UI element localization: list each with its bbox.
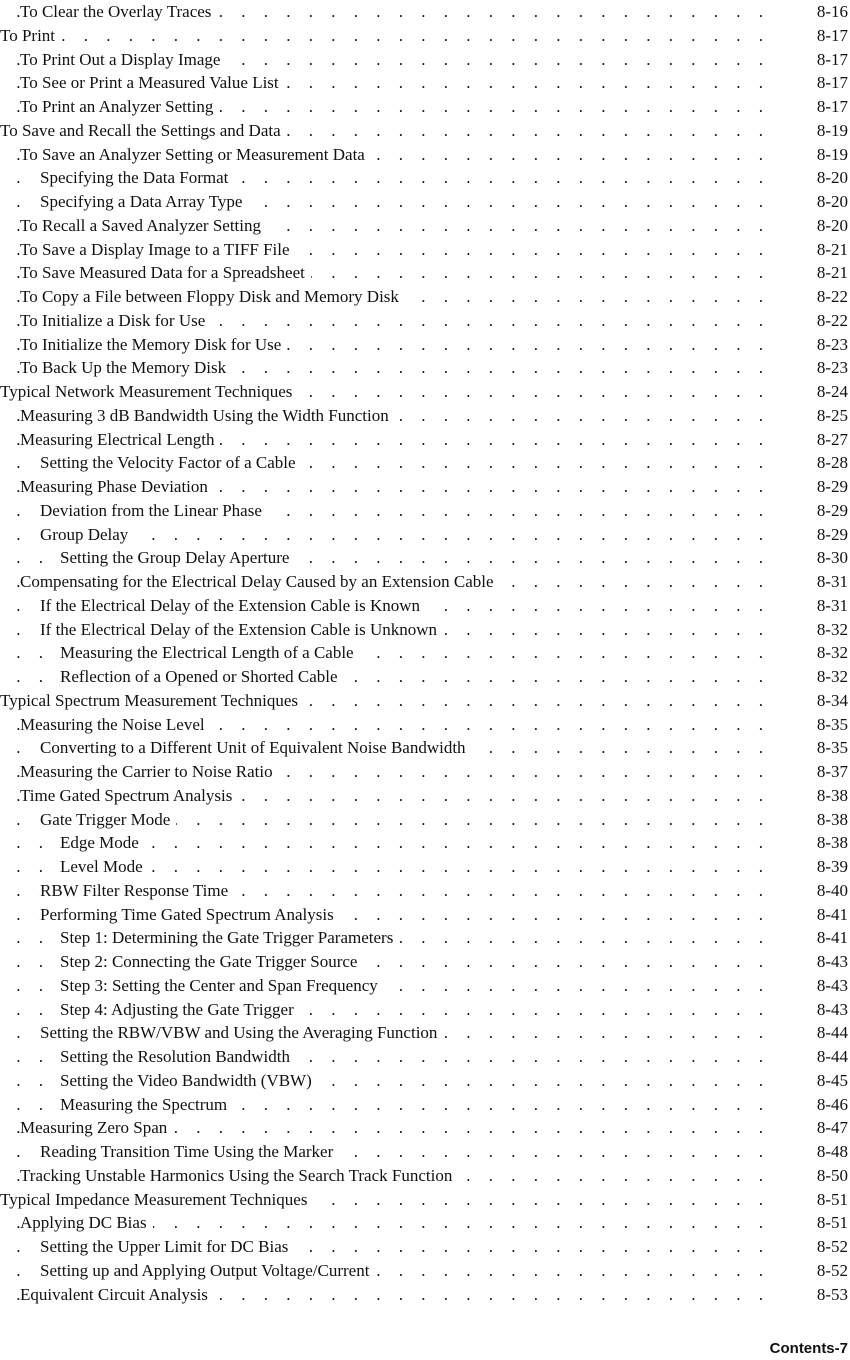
toc-entry[interactable] [0,713,850,737]
toc-entry-title: Reading Transition Time Using the Marker [40,1142,339,1161]
toc-entry-title: To Print [0,26,61,45]
toc-entry-title: To Print an Analyzer Setting [20,97,219,116]
toc-entry-page: 8-35 [790,713,848,737]
toc-entry[interactable] [0,48,850,72]
toc-entry-title: To Print Out a Display Image [20,50,226,69]
toc-entry-title: Edge Mode [60,833,145,852]
toc-entry-title: To Save a Display Image to a TIFF File [20,240,296,259]
toc-entry-title: To Back Up the Memory Disk [20,358,232,377]
toc-entry[interactable] [0,570,850,594]
toc-entry-title: To Save an Analyzer Setting or Measurement Data [20,145,371,164]
toc-entry-title: Level Mode [60,857,149,876]
toc-entry-title: Measuring the Carrier to Noise Ratio [20,762,279,781]
toc-entry[interactable] [0,119,850,143]
toc-entry[interactable] [0,618,850,642]
toc-entry[interactable] [0,1045,850,1069]
toc-entry-page: 8-32 [790,641,848,665]
toc-entry-page: 8-45 [790,1069,848,1093]
toc-entry-title: Step 4: Adjusting the Gate Trigger [60,1000,300,1019]
toc-entry-page: 8-34 [790,689,848,713]
toc-entry-page: 8-41 [790,926,848,950]
toc-entry-page: 8-32 [790,618,848,642]
toc-entry-page: 8-20 [790,166,848,190]
toc-entry[interactable] [0,475,850,499]
toc-entry-page: 8-20 [790,214,848,238]
toc-entry[interactable] [0,926,850,950]
toc-entry-page: 8-51 [790,1188,848,1212]
toc-entry-title: Group Delay [40,525,134,544]
toc-entry-title: Setting the RBW/VBW and Using the Averaging Function [40,1023,443,1042]
toc-entry[interactable] [0,950,850,974]
toc-entry-page: 8-44 [790,1021,848,1045]
toc-entry-page: 8-38 [790,784,848,808]
toc-entry-page: 8-43 [790,974,848,998]
toc-entry-page: 8-52 [790,1259,848,1283]
toc-entry-title: Typical Impedance Measurement Techniques [0,1190,313,1209]
toc-entry-title: Measuring Phase Deviation [20,477,214,496]
toc-entry-title: Specifying the Data Format [40,168,234,187]
toc-entry-page: 8-43 [790,998,848,1022]
toc-entry-page: 8-17 [790,95,848,119]
toc-entry[interactable] [0,736,850,760]
toc-entry-page: 8-41 [790,903,848,927]
dot-leader [0,24,770,48]
toc-entry-page: 8-17 [790,48,848,72]
toc-entry[interactable] [0,903,850,927]
toc-entry-page: 8-24 [790,380,848,404]
toc-entry-page: 8-22 [790,309,848,333]
toc-entry-title: Setting the Group Delay Aperture [60,548,295,567]
toc-entry-title: Typical Network Measurement Techniques [0,382,298,401]
toc-entry-page: 8-17 [790,24,848,48]
toc-entry[interactable] [0,523,850,547]
toc-entry[interactable] [0,309,850,333]
toc-entry[interactable] [0,1140,850,1164]
toc-entry-page: 8-25 [790,404,848,428]
toc-entry[interactable] [0,1211,850,1235]
toc-entry-title: Typical Spectrum Measurement Techniques [0,691,304,710]
toc-entry[interactable] [0,499,850,523]
toc-entry[interactable] [0,784,850,808]
toc-entry-page: 8-52 [790,1235,848,1259]
toc-entry[interactable] [0,1259,850,1283]
toc-entry-title: To Save Measured Data for a Spreadsheet [20,263,311,282]
toc-entry-title: Applying DC Bias [20,1213,153,1232]
toc-entry-title: To Clear the Overlay Traces [20,2,217,21]
toc-entry-title: Measuring the Spectrum [60,1095,233,1114]
toc-entry[interactable] [0,0,850,24]
toc-entry-page: 8-31 [790,570,848,594]
toc-entry-title: Gate Trigger Mode [40,810,176,829]
toc-entry[interactable] [0,428,850,452]
toc-entry-title: Measuring the Electrical Length of a Cable [60,643,360,662]
toc-entry-page: 8-28 [790,451,848,475]
toc-entry[interactable] [0,261,850,285]
toc-entry-page: 8-37 [790,760,848,784]
toc-entry-page: 8-48 [790,1140,848,1164]
toc-entry-page: 8-29 [790,499,848,523]
toc-entry-title: Tracking Unstable Harmonics Using the Search Track Function [20,1166,458,1185]
toc-entry[interactable] [0,760,850,784]
toc-entry[interactable] [0,1069,850,1093]
toc-entry[interactable] [0,285,850,309]
toc-entry-page: 8-53 [790,1283,848,1307]
toc-entry[interactable] [0,665,850,689]
toc-entry[interactable] [0,451,850,475]
toc-entry-title: To See or Print a Measured Value List [20,73,285,92]
toc-entry-page: 8-17 [790,71,848,95]
toc-entry[interactable] [0,689,850,713]
toc-entry-page: 8-29 [790,475,848,499]
toc-entry-page: 8-46 [790,1093,848,1117]
toc-entry-page: 8-29 [790,523,848,547]
toc-entry[interactable] [0,1188,850,1212]
toc-entry-title: Performing Time Gated Spectrum Analysis [40,905,340,924]
toc-entry-page: 8-16 [790,0,848,24]
toc-entry[interactable] [0,214,850,238]
toc-entry[interactable] [0,1235,850,1259]
toc-entry-title: Specifying a Data Array Type [40,192,248,211]
toc-entry-title: Setting the Resolution Bandwidth [60,1047,296,1066]
toc-entry[interactable] [0,546,850,570]
toc-entry[interactable] [0,71,850,95]
toc-entry[interactable] [0,594,850,618]
toc-entry-page: 8-27 [790,428,848,452]
toc-entry-title: Converting to a Different Unit of Equivalent Noise Bandwidth [40,738,472,757]
toc-entry-title: Measuring Zero Span [20,1118,173,1137]
toc-entry[interactable] [0,831,850,855]
toc-entry[interactable] [0,879,850,903]
toc-entry-page: 8-51 [790,1211,848,1235]
toc-entry-page: 8-44 [790,1045,848,1069]
toc-entry[interactable] [0,404,850,428]
toc-entry[interactable] [0,190,850,214]
toc-entry-page: 8-23 [790,333,848,357]
toc-entry-title: Step 2: Connecting the Gate Trigger Source [60,952,363,971]
toc-entry-title: Setting the Velocity Factor of a Cable [40,453,302,472]
toc-entry-title: To Initialize a Disk for Use [20,311,211,330]
toc-entry-title: Compensating for the Electrical Delay Caused by an Extension Cable [20,572,500,591]
toc-entry-title: Measuring 3 dB Bandwidth Using the Width Function [20,406,395,425]
toc-entry-page: 8-21 [790,238,848,262]
toc-entry[interactable] [0,998,850,1022]
toc-entry-title: To Initialize the Memory Disk for Use [20,335,287,354]
toc-entry-title: To Copy a File between Floppy Disk and Memory Disk [20,287,405,306]
toc-entry-title: Setting the Video Bandwidth (VBW) [60,1071,318,1090]
toc-entry-title: Step 3: Setting the Center and Span Frequency [60,976,384,995]
toc-entry-title: Step 1: Determining the Gate Trigger Parameters [60,928,399,947]
toc-entry-title: Time Gated Spectrum Analysis [20,786,238,805]
toc-entry[interactable] [0,24,850,48]
page-footer-label: Contents-7 [769,1340,848,1357]
toc-entry[interactable] [0,855,850,879]
toc-entry[interactable] [0,380,850,404]
toc-entry-title: Equivalent Circuit Analysis [20,1285,214,1304]
toc-entry-page: 8-20 [790,190,848,214]
toc-entry[interactable] [0,641,850,665]
toc-entry-title: Measuring the Noise Level [20,715,211,734]
toc-entry-page: 8-38 [790,831,848,855]
toc-entry-page: 8-23 [790,356,848,380]
toc-entry[interactable] [0,166,850,190]
toc-entry-page: 8-43 [790,950,848,974]
toc-entry[interactable] [0,1164,850,1188]
toc-entry-page: 8-38 [790,808,848,832]
toc-entry-page: 8-19 [790,143,848,167]
toc-entry-page: 8-21 [790,261,848,285]
toc-entry-title: Measuring Electrical Length [20,430,220,449]
toc-entry[interactable] [0,808,850,832]
toc-entry-title: RBW Filter Response Time [40,881,234,900]
toc-entry[interactable] [0,1116,850,1140]
toc-entry[interactable] [0,1021,850,1045]
toc-entry-page: 8-47 [790,1116,848,1140]
toc-entry-title: Setting up and Applying Output Voltage/Current [40,1261,375,1280]
toc-entry-title: To Save and Recall the Settings and Data [0,121,287,140]
toc-entry-page: 8-31 [790,594,848,618]
toc-entry-page: 8-22 [790,285,848,309]
toc-entry[interactable] [0,974,850,998]
toc-entry[interactable] [0,238,850,262]
toc-entry-title: If the Electrical Delay of the Extension Cable is Unknown [40,620,443,639]
toc-entry[interactable] [0,356,850,380]
toc-entry-title: Reflection of a Opened or Shorted Cable [60,667,344,686]
toc-entry-title: To Recall a Saved Analyzer Setting [20,216,267,235]
toc-entry[interactable] [0,143,850,167]
toc-entry[interactable] [0,95,850,119]
toc-entry-page: 8-50 [790,1164,848,1188]
toc-entry-page: 8-30 [790,546,848,570]
toc-entry[interactable] [0,1283,850,1307]
toc-entry[interactable] [0,1093,850,1117]
toc-entry-page: 8-32 [790,665,848,689]
toc-entry-title: Deviation from the Linear Phase [40,501,268,520]
toc-entry-page: 8-35 [790,736,848,760]
toc-entry[interactable] [0,333,850,357]
toc-entry-title: Setting the Upper Limit for DC Bias [40,1237,294,1256]
toc-entry-page: 8-39 [790,855,848,879]
toc-entry-title: If the Electrical Delay of the Extension Cable is Known [40,596,426,615]
toc-entry-page: 8-19 [790,119,848,143]
toc-entry-page: 8-40 [790,879,848,903]
